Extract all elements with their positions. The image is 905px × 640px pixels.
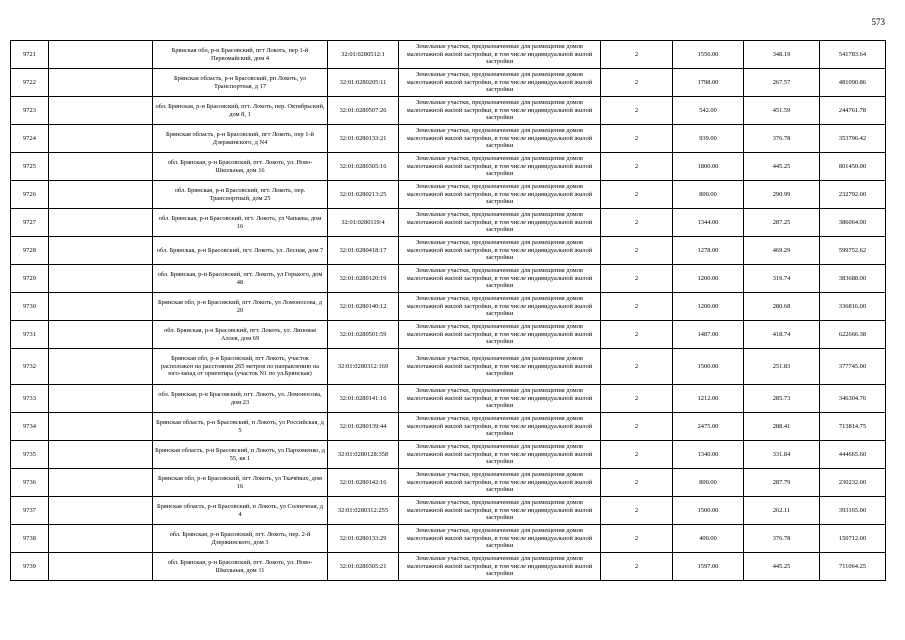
group-cell: 2 [601,265,673,293]
table-row [11,97,886,125]
row-number: 9738 [11,525,49,553]
area-cell: 1500.00 [673,497,744,525]
group-cell: 2 [601,469,673,497]
address-cell: обл. Брянская, р-н Брасовский, пгт. Локоть, ул. Ломоносова, дом 23 [153,385,328,413]
row-number: 9721 [11,41,49,69]
group-cell: 2 [601,125,673,153]
area-cell: 800.00 [673,469,744,497]
row-number: 9723 [11,97,49,125]
area-cell: 1212.00 [673,385,744,413]
land-use-cell: Земельные участки, предназначенные для размещения домов малоэтажной жилой застройки, в том числе индивидуальной жилой застройки [399,441,601,469]
table-row [11,265,886,293]
address-cell: Брянская область, р-н Брасовский, п Локоть, ул Солнечная, д 4 [153,497,328,525]
area-cell: 2475.00 [673,413,744,441]
address-cell: обл. Брянская, р-н Брасовский, пгт. Локоть, ул. Лесная, дом 7 [153,237,328,265]
table-body [11,41,886,581]
table-row [11,69,886,97]
address-cell: обл. Брянская, р-н Брасовский, пгт. Локоть, ул. Ново-Школьная, дом 16 [153,153,328,181]
cadastral-value-cell: 622666.38 [820,321,886,349]
empty-cell [49,41,153,69]
table-row [11,153,886,181]
land-use-cell: Земельные участки, предназначенные для размещения домов малоэтажной жилой застройки, в том числе индивидуальной жилой застройки [399,497,601,525]
group-cell: 2 [601,413,673,441]
specific-value-cell: 285.73 [744,385,820,413]
group-cell: 2 [601,385,673,413]
row-number: 9722 [11,69,49,97]
empty-cell [49,525,153,553]
empty-cell [49,413,153,441]
table-row [11,413,886,441]
land-use-cell: Земельные участки, предназначенные для размещения домов малоэтажной жилой застройки, в том числе индивидуальной жилой застройки [399,97,601,125]
table-row [11,469,886,497]
specific-value-cell: 319.74 [744,265,820,293]
specific-value-cell: 445.25 [744,553,820,581]
empty-cell [49,349,153,385]
row-number: 9733 [11,385,49,413]
cadastral-number-cell: 32:01:0280501:59 [328,321,399,349]
cadastral-value-cell: 353796.42 [820,125,886,153]
cadastral-value-cell: 393165.00 [820,497,886,525]
empty-cell [49,97,153,125]
empty-cell [49,293,153,321]
area-cell: 400.00 [673,525,744,553]
area-cell: 1556.00 [673,41,744,69]
area-cell: 1340.00 [673,441,744,469]
specific-value-cell: 290.99 [744,181,820,209]
land-use-cell: Земельные участки, предназначенные для размещения домов малоэтажной жилой застройки, в том числе индивидуальной жилой застройки [399,413,601,441]
cadastral-value-cell: 386064.00 [820,209,886,237]
land-use-cell: Земельные участки, предназначенные для размещения домов малоэтажной жилой застройки, в том числе индивидуальной жилой застройки [399,265,601,293]
cadastral-number-cell: 32:01:0280507:26 [328,97,399,125]
address-cell: обл. Брянская, р-н Брасовский, пгт. Локоть, ул Чапаева, дом 16 [153,209,328,237]
empty-cell [49,497,153,525]
land-use-cell: Земельные участки, предназначенные для размещения домов малоэтажной жилой застройки, в том числе индивидуальной жилой застройки [399,553,601,581]
row-number: 9724 [11,125,49,153]
land-use-cell: Земельные участки, предназначенные для размещения домов малоэтажной жилой застройки, в том числе индивидуальной жилой застройки [399,237,601,265]
address-cell: обл. Брянская, р-н Брасовский, пгт. Локоть, пер. Октябрьский, дом 8, 1 [153,97,328,125]
address-cell: обл. Брянская, р-н Брасовский, пгт. Локоть, пер. Транспортный, дом 25 [153,181,328,209]
cadastral-number-cell: 32:01:0280139:44 [328,413,399,441]
table-row [11,441,886,469]
table-row [11,525,886,553]
page-number: 573 [871,17,885,27]
table-row [11,293,886,321]
specific-value-cell: 418.74 [744,321,820,349]
land-use-cell: Земельные участки, предназначенные для размещения домов малоэтажной жилой застройки, в том числе индивидуальной жилой застройки [399,469,601,497]
specific-value-cell: 445.25 [744,153,820,181]
cadastral-number-cell: 32:01:0280312:169 [328,349,399,385]
area-cell: 1800.00 [673,153,744,181]
address-cell: Брянская область, р-н Брасовский, пгт Локоть, пер 1-й Дзержинского, д N4 [153,125,328,153]
cadastral-value-cell: 599752.62 [820,237,886,265]
empty-cell [49,553,153,581]
row-number: 9737 [11,497,49,525]
address-cell: Брянская область, р-н Брасовский, п Локоть, ул Пархоменко, д 55, кв 1 [153,441,328,469]
empty-cell [49,237,153,265]
cadastral-value-cell: 230232.00 [820,469,886,497]
cadastral-number-cell: 32:01:0280140:12 [328,293,399,321]
specific-value-cell: 376.78 [744,125,820,153]
cadastral-number-cell: 32:01:0280418:17 [328,237,399,265]
area-cell: 1200.00 [673,293,744,321]
cadastral-value-cell: 150712.00 [820,525,886,553]
cadastral-number-cell: 32:01:0280213:25 [328,181,399,209]
specific-value-cell: 280.68 [744,293,820,321]
cadastral-value-cell: 336816.00 [820,293,886,321]
address-cell: Брянская обл, р-н Брасовский, пгт Локоть, участок расположен на расстоянии 265 метров по направлению на юго-запад от ориентира (участок N1 по ул.Брянская) [153,349,328,385]
address-cell: Брянская обл, р-н Брасовский, пгт Локоть, ул Ткачёвых, дом 16 [153,469,328,497]
table-row [11,553,886,581]
group-cell: 2 [601,97,673,125]
land-use-cell: Земельные участки, предназначенные для размещения домов малоэтажной жилой застройки, в том числе индивидуальной жилой застройки [399,209,601,237]
land-use-cell: Земельные участки, предназначенные для размещения домов малоэтажной жилой застройки, в том числе индивидуальной жилой застройки [399,321,601,349]
row-number: 9729 [11,265,49,293]
address-cell: обл. Брянская, р-н Брасовский, пгт. Локоть, ул Горького, дом 48 [153,265,328,293]
address-cell: Брянская обл, р-н Брасовский, пгт Локоть, ул Ломоносова, д 20 [153,293,328,321]
row-number: 9730 [11,293,49,321]
specific-value-cell: 262.11 [744,497,820,525]
table-row [11,321,886,349]
group-cell: 2 [601,441,673,469]
empty-cell [49,321,153,349]
empty-cell [49,441,153,469]
land-use-cell: Земельные участки, предназначенные для размещения домов малоэтажной жилой застройки, в том числе индивидуальной жилой застройки [399,525,601,553]
cadastral-number-cell: 32:01:0280312:255 [328,497,399,525]
land-use-cell: Земельные участки, предназначенные для размещения домов малоэтажной жилой застройки, в том числе индивидуальной жилой застройки [399,69,601,97]
specific-value-cell: 331.84 [744,441,820,469]
empty-cell [49,209,153,237]
specific-value-cell: 376.78 [744,525,820,553]
empty-cell [49,181,153,209]
empty-cell [49,265,153,293]
group-cell: 2 [601,69,673,97]
area-cell: 1200.00 [673,265,744,293]
cadastral-value-cell: 481090.86 [820,69,886,97]
cadastral-number-cell: 32:01:0280120:19 [328,265,399,293]
cadastral-number-cell: 32:01:0280128:358 [328,441,399,469]
group-cell: 2 [601,237,673,265]
specific-value-cell: 288.41 [744,413,820,441]
empty-cell [49,125,153,153]
address-cell: обл. Брянская, р-н Брасовский, пгт. Локоть, ул. Ново-Школьная, дом 11 [153,553,328,581]
group-cell: 2 [601,181,673,209]
cadastral-number-cell: 32:01:0280142:16 [328,469,399,497]
row-number: 9731 [11,321,49,349]
area-cell: 542.00 [673,97,744,125]
area-cell: 1278.00 [673,237,744,265]
specific-value-cell: 287.25 [744,209,820,237]
address-cell: Брянская область, р-н Брасовский, п Локоть, ул Российская, д 5 [153,413,328,441]
row-number: 9734 [11,413,49,441]
cadastral-number-cell: 32:01:0280141:16 [328,385,399,413]
cadastral-value-cell: 244761.78 [820,97,886,125]
table-row [11,209,886,237]
group-cell: 2 [601,209,673,237]
land-use-cell: Земельные участки, предназначенные для размещения домов малоэтажной жилой застройки, в том числе индивидуальной жилой застройки [399,41,601,69]
cadastral-value-table [10,40,886,581]
row-number: 9725 [11,153,49,181]
cadastral-number-cell: 32:01:0280512:1 [328,41,399,69]
address-cell: Брянская обл, р-н Брасовский, пгт Локоть, пер 1-й Первомайский, дом 4 [153,41,328,69]
land-use-cell: Земельные участки, предназначенные для размещения домов малоэтажной жилой застройки, в том числе индивидуальной жилой застройки [399,385,601,413]
cadastral-value-cell: 711064.25 [820,553,886,581]
area-cell: 1500.00 [673,349,744,385]
group-cell: 2 [601,553,673,581]
area-cell: 800.00 [673,181,744,209]
cadastral-number-cell: 32:01:0280305:16 [328,153,399,181]
table-row [11,237,886,265]
row-number: 9726 [11,181,49,209]
specific-value-cell: 267.57 [744,69,820,97]
address-cell: обл. Брянская, р-н Брасовский, пгт. Локоть, ул. Липовая Аллея, дом 69 [153,321,328,349]
specific-value-cell: 451.59 [744,97,820,125]
table-row [11,497,886,525]
area-cell: 1798.00 [673,69,744,97]
specific-value-cell: 287.79 [744,469,820,497]
area-cell: 1487.00 [673,321,744,349]
row-number: 9728 [11,237,49,265]
cadastral-number-cell: 32:01:0280133:21 [328,125,399,153]
group-cell: 2 [601,525,673,553]
specific-value-cell: 251.83 [744,349,820,385]
group-cell: 2 [601,153,673,181]
land-use-cell: Земельные участки, предназначенные для размещения домов малоэтажной жилой застройки, в том числе индивидуальной жилой застройки [399,349,601,385]
specific-value-cell: 348.19 [744,41,820,69]
specific-value-cell: 469.29 [744,237,820,265]
row-number: 9735 [11,441,49,469]
table-row [11,41,886,69]
cadastral-number-cell: 32:01:0280133:29 [328,525,399,553]
cadastral-value-cell: 377745.00 [820,349,886,385]
group-cell: 2 [601,497,673,525]
cadastral-value-cell: 801450.00 [820,153,886,181]
address-cell: Брянская область, р-н Брасовский, рп Локоть, ул Транспортная, д 17 [153,69,328,97]
cadastral-value-cell: 232792.00 [820,181,886,209]
land-use-cell: Земельные участки, предназначенные для размещения домов малоэтажной жилой застройки, в том числе индивидуальной жилой застройки [399,293,601,321]
land-use-cell: Земельные участки, предназначенные для размещения домов малоэтажной жилой застройки, в том числе индивидуальной жилой застройки [399,153,601,181]
area-cell: 1344.00 [673,209,744,237]
cadastral-value-cell: 541783.64 [820,41,886,69]
table-row [11,349,886,385]
cadastral-number-cell: 32:01:0280305:21 [328,553,399,581]
group-cell: 2 [601,321,673,349]
table-row [11,125,886,153]
table-row [11,385,886,413]
cadastral-value-cell: 713814.75 [820,413,886,441]
land-use-cell: Земельные участки, предназначенные для размещения домов малоэтажной жилой застройки, в том числе индивидуальной жилой застройки [399,181,601,209]
cadastral-number-cell: 32:01:0280119:4 [328,209,399,237]
cadastral-number-cell: 32:01:0280205:11 [328,69,399,97]
group-cell: 2 [601,349,673,385]
cadastral-value-cell: 444665.60 [820,441,886,469]
land-use-cell: Земельные участки, предназначенные для размещения домов малоэтажной жилой застройки, в том числе индивидуальной жилой застройки [399,125,601,153]
area-cell: 1597.00 [673,553,744,581]
empty-cell [49,469,153,497]
row-number: 9736 [11,469,49,497]
group-cell: 2 [601,41,673,69]
area-cell: 939.00 [673,125,744,153]
address-cell: обл. Брянская, р-н Брасовский, пгт. Локоть, пер. 2-й Дзержинского, дом 3 [153,525,328,553]
empty-cell [49,69,153,97]
row-number: 9727 [11,209,49,237]
empty-cell [49,153,153,181]
row-number: 9739 [11,553,49,581]
empty-cell [49,385,153,413]
group-cell: 2 [601,293,673,321]
cadastral-value-cell: 346304.76 [820,385,886,413]
cadastral-value-cell: 383688.00 [820,265,886,293]
row-number: 9732 [11,349,49,385]
table-row [11,181,886,209]
